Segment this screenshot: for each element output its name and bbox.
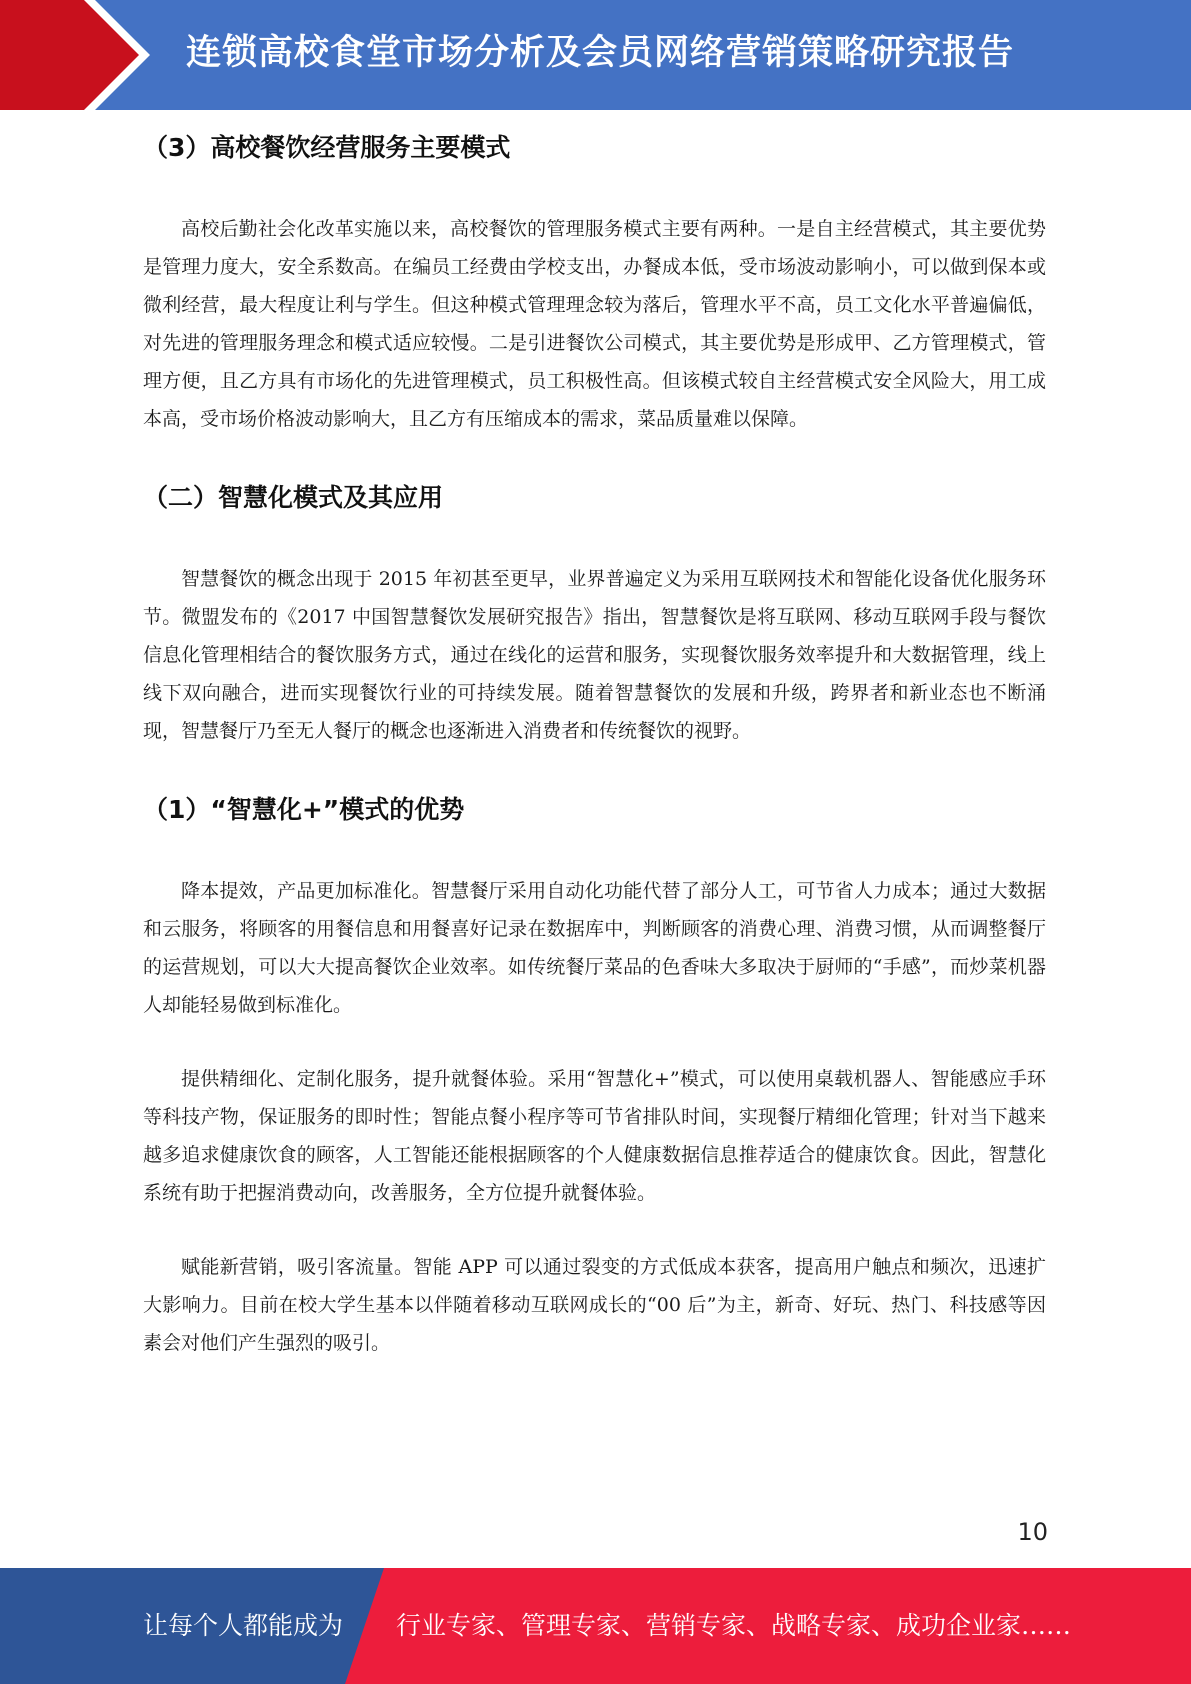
page-footer (0, 1568, 1191, 1684)
footer-slogan-left: 让每个人都能成为 (143, 1611, 344, 1640)
report-title: 连锁高校食堂市场分析及会员网络营销策略研究报告 (186, 33, 1015, 73)
paragraph: 高校后勤社会化改革实施以来，高校餐饮的管理服务模式主要有两种。一是自主经营模式，其主要优势是管理力度大，安全系数高。在编员工经费由学校支出，办餐成本低，受市场波动影响小，可以做到保本或微利经营，最大程度让利与学生。但这种模式管理理念较为落后，管理水平不高，员工文化水平普遍偏低，对先进的管理服务理念和模式适应较慢。二是引进餐饮公司模式，其主要优势是形成甲、乙方管理模式，管理方便，且乙方具有市场化的先进管理模式，员工积极性高。但该模式较自主经营模式安全风险大，用工成本高，受市场价格波动影响大，且乙方有压缩成本的需求，菜品质量难以保障。 (143, 218, 1046, 430)
section-heading-smart-mode: （二）智慧化模式及其应用 (143, 483, 444, 512)
document-body (143, 118, 1046, 1362)
section-heading-service-modes: （3）高校餐饮经营服务主要模式 (143, 133, 511, 162)
footer-slogan-right: 行业专家、管理专家、营销专家、战略专家、成功企业家…… (396, 1611, 1072, 1640)
section-heading-smart-plus-advantages: （1）“智慧化+”模式的优势 (143, 795, 465, 824)
paragraph: 提供精细化、定制化服务，提升就餐体验。采用“智慧化+”模式，可以使用桌载机器人、智能感应手环等科技产物，保证服务的即时性；智能点餐小程序等可节省排队时间，实现餐厅精细化管理；针对当下越来越多追求健康饮食的顾客，人工智能还能根据顾客的个人健康数据信息推荐适合的健康饮食。因此，智慧化系统有助于把握消费动向，改善服务，全方位提升就餐体验。 (143, 1068, 1046, 1204)
paragraph: 赋能新营销，吸引客流量。智能 APP 可以通过裂变的方式低成本获客，提高用户触点和频次，迅速扩大影响力。目前在校大学生基本以伴随着移动互联网成长的“00 后”为主，新奇、好玩、热门、科技感等因素会对他们产生强烈的吸引。 (143, 1256, 1046, 1354)
paragraph: 降本提效，产品更加标准化。智慧餐厅采用自动化功能代替了部分人工，可节省人力成本；通过大数据和云服务，将顾客的用餐信息和用餐喜好记录在数据库中，判断顾客的消费心理、消费习惯，从而调整餐厅的运营规划，可以大大提高餐饮企业效率。如传统餐厅菜品的色香味大多取决于厨师的“手感”，而炒菜机器人却能轻易做到标准化。 (143, 880, 1046, 1016)
paragraph: 智慧餐饮的概念出现于 2015 年初甚至更早，业界普遍定义为采用互联网技术和智能化设备优化服务环节。微盟发布的《2017 中国智慧餐饮发展研究报告》指出，智慧餐饮是将互联网、移动互联网手段与餐饮信息化管理相结合的餐饮服务方式，通过在线化的运营和服务，实现餐饮服务效率提升和大数据管理，线上线下双向融合，进而实现餐饮行业的可持续发展。随着智慧餐饮的发展和升级，跨界者和新业态也不断涌现，智慧餐厅乃至无人餐厅的概念也逐渐进入消费者和传统餐饮的视野。 (143, 568, 1046, 742)
page-number: 10 (1017, 1518, 1048, 1546)
page-header (0, 0, 1191, 110)
